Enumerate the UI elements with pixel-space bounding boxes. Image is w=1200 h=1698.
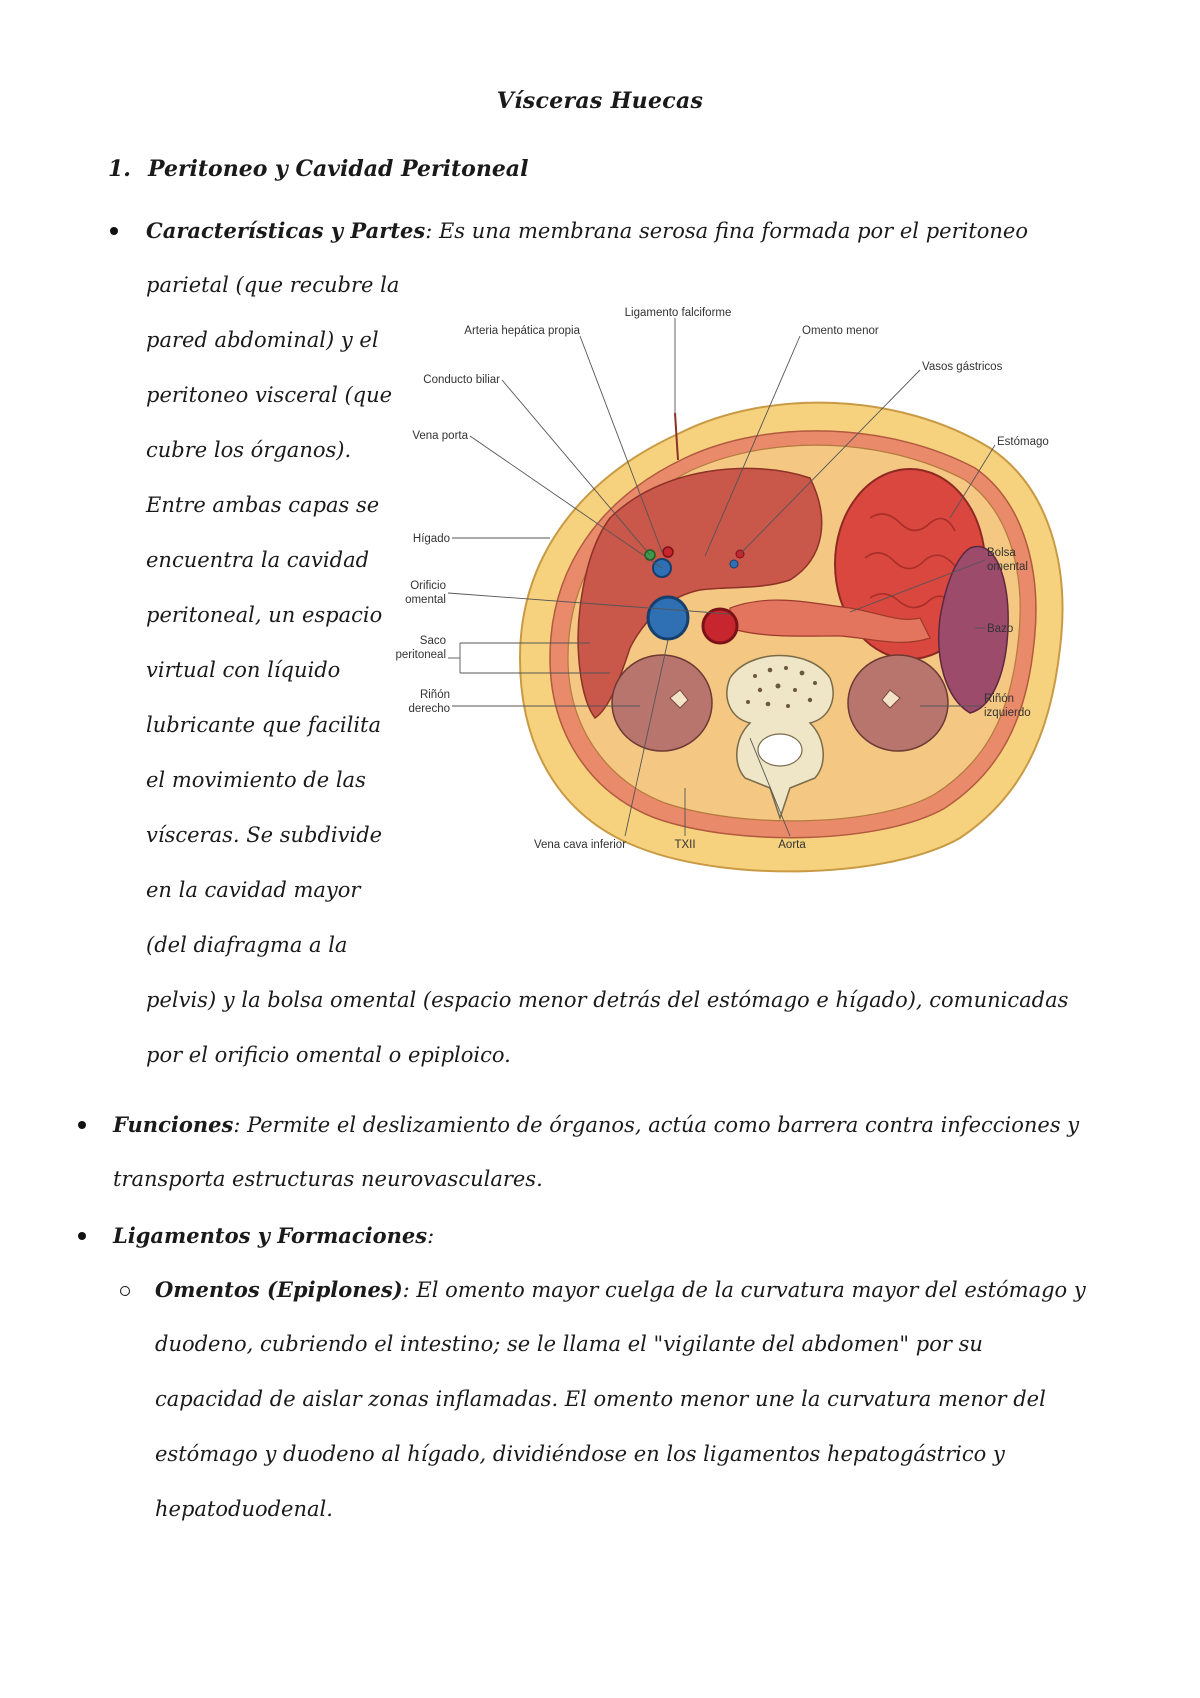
caracteristicas-line-5: Entre ambas capas se — [146, 493, 380, 517]
caracteristicas-label: Características y Partes — [146, 218, 426, 243]
caracteristicas-line-13: (del diafragma a la — [146, 933, 348, 957]
caracteristicas-line-11: vísceras. Se subdivide — [146, 823, 383, 847]
caracteristicas-line-12: en la cavidad mayor — [146, 878, 361, 902]
funciones-line-0: Funciones: Permite el deslizamiento de órganos, actúa como barrera contra infecciones y — [113, 1112, 1080, 1137]
label-omento-menor: Omento menor — [802, 325, 879, 337]
omentos-label: Omentos (Epiplones) — [155, 1277, 403, 1302]
omentos-line-0: Omentos (Epiplones): El omento mayor cuelga de la curvatura mayor del estómago y — [155, 1277, 1086, 1302]
label-vasos-gastricos: Vasos gástricos — [922, 361, 1003, 373]
label-rinon-derecho-1: Riñón — [419, 689, 450, 701]
label-bazo: Bazo — [987, 623, 1014, 635]
label-aorta: Aorta — [778, 839, 806, 851]
ligamentos-label: Ligamentos y Formaciones — [113, 1223, 428, 1248]
caracteristicas-line-14: pelvis) y la bolsa omental (espacio menor detrás del estómago e hígado), comunicadas — [146, 988, 1069, 1012]
bullet-funciones — [78, 1121, 86, 1129]
caracteristicas-line-1: parietal (que recubre la — [146, 273, 400, 297]
ligamentos-line: Ligamentos y Formaciones: — [113, 1223, 435, 1248]
gastric-vessel-b — [730, 560, 738, 568]
abdominal-cross-section-figure — [395, 307, 1130, 928]
label-vena-cava-inferior: Vena cava inferior — [533, 839, 627, 851]
omentos-line-1: duodeno, cubriendo el intestino; se le llama el "vigilante del abdomen" por su — [155, 1332, 983, 1356]
label-estomago: Estómago — [997, 436, 1049, 448]
funciones-label: Funciones — [113, 1112, 234, 1137]
caracteristicas-line-7: peritoneal, un espacio — [146, 603, 383, 627]
label-ligamento-falciforme: Ligamento falciforme — [624, 307, 732, 319]
vertebral-canal — [758, 734, 802, 766]
label-bolsa-omental-1: Bolsa — [987, 547, 1016, 559]
label-orificio-2: omental — [405, 594, 446, 606]
label-saco-2: peritoneal — [395, 649, 446, 661]
hepatic-artery — [663, 547, 673, 557]
caracteristicas-line-6: encuentra la cavidad — [146, 548, 370, 572]
omentos-line-3: estómago y duodeno al hígado, dividiéndose en los ligamentos hepatogástrico y — [155, 1442, 1005, 1466]
caracteristicas-line-2: pared abdominal) y el — [146, 328, 379, 352]
label-higado: Hígado — [412, 533, 450, 545]
label-conducto-biliar: Conducto biliar — [423, 374, 500, 386]
page-title: Vísceras Huecas — [496, 88, 704, 114]
left-kidney — [848, 655, 948, 751]
funciones-line-1: transporta estructuras neurovasculares. — [113, 1167, 543, 1191]
omentos-line-2: capacidad de aislar zonas inflamadas. El omento menor une la curvatura menor del — [155, 1387, 1046, 1411]
label-saco-1: Saco — [419, 635, 446, 647]
caracteristicas-line-9: lubricante que facilita — [146, 713, 382, 737]
caracteristicas-line-15: por el orificio omental o epiploico. — [146, 1043, 511, 1067]
section-heading — [108, 156, 528, 182]
omentos-line-4: hepatoduodenal. — [155, 1497, 333, 1521]
label-txii: TXII — [674, 839, 696, 851]
label-vena-porta: Vena porta — [412, 430, 468, 442]
vena-cava-inferior — [648, 597, 688, 639]
caracteristicas-line-8: virtual con líquido — [146, 658, 341, 682]
caracteristicas-line-10: el movimiento de las — [146, 768, 366, 792]
caracteristicas-line-4: cubre los órganos). — [146, 438, 352, 462]
section-heading-text: Peritoneo y Cavidad Peritoneal — [148, 156, 529, 182]
label-rinon-derecho-2: derecho — [408, 703, 450, 715]
bullet-caracteristicas — [110, 227, 118, 235]
section-number: 1. — [108, 156, 131, 182]
bullet-ligamentos — [78, 1232, 86, 1240]
sub-bullet-omentos — [120, 1286, 130, 1296]
label-arteria-hepatica: Arteria hepática propia — [464, 325, 580, 337]
label-rinon-izquierdo-2: izquierdo — [984, 707, 1031, 719]
label-rinon-izquierdo-1: Riñón — [984, 693, 1015, 705]
aorta — [703, 609, 737, 643]
caracteristicas-line-0: Características y Partes: Es una membrana serosa fina formada por el peritoneo — [146, 218, 1029, 243]
label-bolsa-omental-2: omental — [987, 561, 1028, 573]
caracteristicas-line-3: peritoneo visceral (que — [146, 383, 393, 407]
label-orificio-1: Orificio — [410, 580, 446, 592]
